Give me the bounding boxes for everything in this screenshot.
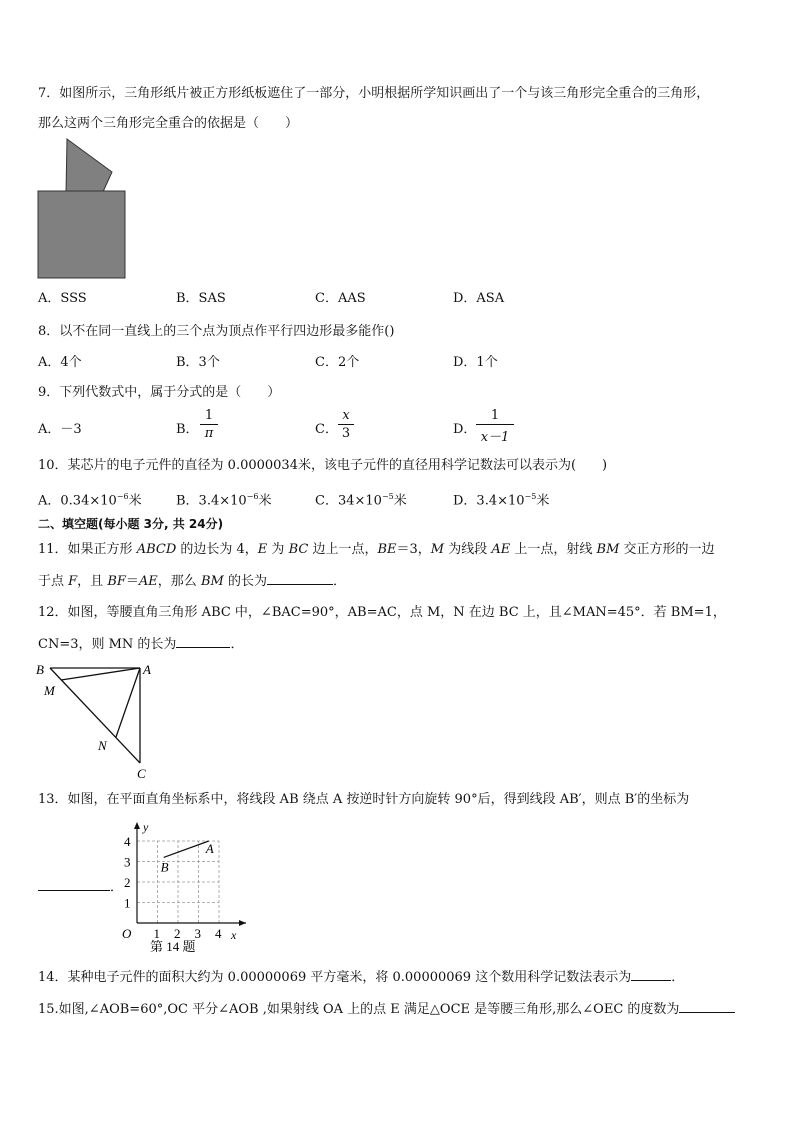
q10-stem: 10．某芯片的电子元件的直径为 0.0000034米，该电子元件的直径用科学记数法可以表示为( ) (38, 458, 608, 473)
q9-option-c-numerator: x (342, 408, 350, 423)
q8-option-c: C．2个 (315, 355, 360, 370)
q14-text: 14．某种电子元件的面积大约为 0.00000069 平方毫米，将 0.00000069 这个数用科学记数法表示为 ． (38, 970, 685, 985)
q7-option-a: A．SSS (38, 291, 87, 306)
q13-point-a-label: A (205, 841, 214, 856)
q9-option-d-fraction (476, 408, 514, 445)
q13-figure (110, 818, 250, 956)
q13-x-arrow (239, 920, 246, 926)
q13-x-tick: 1 (153, 926, 160, 941)
q13-x-tick: 3 (194, 926, 201, 941)
q8-option-b: B．3个 (176, 355, 220, 370)
q13-x-tick: 2 (174, 926, 181, 941)
q10-option-b: B．$3.4\times 10^{-6}$米 (176, 492, 272, 509)
q12-label-a: A (143, 662, 151, 677)
q9-option-b-denominator: π (204, 426, 214, 441)
q9-option-a: A．－3 (38, 422, 82, 437)
q8-option-d: D．1个 (453, 355, 498, 370)
q11-answer-blank (267, 572, 333, 585)
q9-stem: 9．下列代数式中，属于分式的是（ ） (38, 385, 281, 400)
q9-option-d-numerator: 1 (490, 408, 500, 423)
q10-option-d: D．$3.4\times 10^{-5}$米 (453, 492, 550, 509)
q9-option-c-label: C． (315, 422, 338, 437)
q11-line1: 11．如果正方形 ABCD 的边长为 4，E 为 BC 边上一点，BE＝3，M 为线段 AE 上一点，射线 BM 交正方形的一边 (38, 542, 715, 557)
q13-x-label: x (231, 928, 237, 942)
q13-y-tick: 1 (124, 895, 131, 911)
q13-caption: 第 14 题 (150, 939, 196, 954)
q9-option-b-fraction (200, 408, 218, 441)
q12-label-b: B (36, 662, 44, 677)
q14-answer-blank (631, 968, 671, 981)
q12-label-c: C (137, 766, 146, 781)
q7-triangle-piece (66, 139, 112, 194)
q9-option-d-denominator: x－1 (480, 430, 510, 445)
q12-figure (34, 658, 160, 782)
q9-option-d-label: D． (453, 422, 477, 437)
q9-option-b-numerator: 1 (204, 408, 214, 423)
q12-answer-blank (176, 635, 230, 648)
q7-option-d: D．ASA (453, 291, 505, 306)
q13-answer-blank (38, 878, 110, 891)
q9-option-c-denominator: 3 (341, 426, 351, 441)
q7-option-b: B．SAS (176, 291, 226, 306)
q7-square-board (38, 191, 125, 278)
q7-stem-line1: 7．如图所示，三角形纸片被正方形纸板遮住了一部分，小明根据所学知识画出了一个与该三角形完全重合的三角形， (38, 86, 710, 101)
q13-answer-line: ． (38, 878, 123, 896)
q12-line2: CN=3，则 MN 的长为 ． (38, 637, 244, 652)
q8-stem: 8．以不在同一直线上的三个点为顶点作平行四边形最多能作() (38, 324, 395, 339)
q12-label-m: M (44, 683, 55, 698)
q10-option-a: A．$0.34\times 10^{-6}$米 (38, 492, 142, 509)
q13-x-tick: 4 (215, 926, 222, 941)
q7-option-c: C．AAS (315, 291, 366, 306)
q9-option-c-fraction (338, 408, 354, 441)
section-2-title: 二、填空题(每小题 3分, 共 24分) (38, 517, 224, 531)
q8-option-a: A．4个 (38, 355, 82, 370)
q13-y-tick: 2 (124, 875, 131, 890)
q15-answer-blank (679, 1000, 735, 1013)
q13-line1: 13．如图，在平面直角坐标系中，将线段 AB 绕点 A 按逆时针方向旋转 90°后，得到线段 AB′，则点 B′的坐标为 (38, 792, 690, 807)
q11-line2: 于点 F，且 BF＝AE，那么 BM 的长为 ． (38, 574, 346, 589)
q13-origin-label: O (122, 926, 132, 941)
q13-y-label: y (143, 820, 149, 834)
q13-y-tick: 4 (124, 834, 131, 849)
q13-y-arrow (134, 822, 140, 829)
q12-line1: 12．如图，等腰直角三角形 ABC 中，∠BAC=90°，AB=AC，点 M，N 在边 BC 上，且∠MAN=45°．若 BM=1， (38, 605, 726, 620)
q13-segment-ab (164, 841, 209, 857)
q15-text: 15.如图,∠AOB=60°,OC 平分∠AOB ,如果射线 OA 上的点 E 满足△OCE 是等腰三角形,那么∠OEC 的度数为 (38, 1000, 735, 1018)
q7-stem-line2: 那么这两个三角形完全重合的依据是（ ） (38, 116, 299, 131)
q13-point-b-label: B (160, 859, 169, 875)
q9-option-b-label: B． (176, 422, 199, 437)
q10-option-c: C．$34\times 10^{-5}$米 (315, 492, 407, 509)
q12-label-n: N (98, 738, 107, 753)
q7-figure (36, 138, 130, 282)
q13-y-tick: 3 (124, 854, 131, 870)
